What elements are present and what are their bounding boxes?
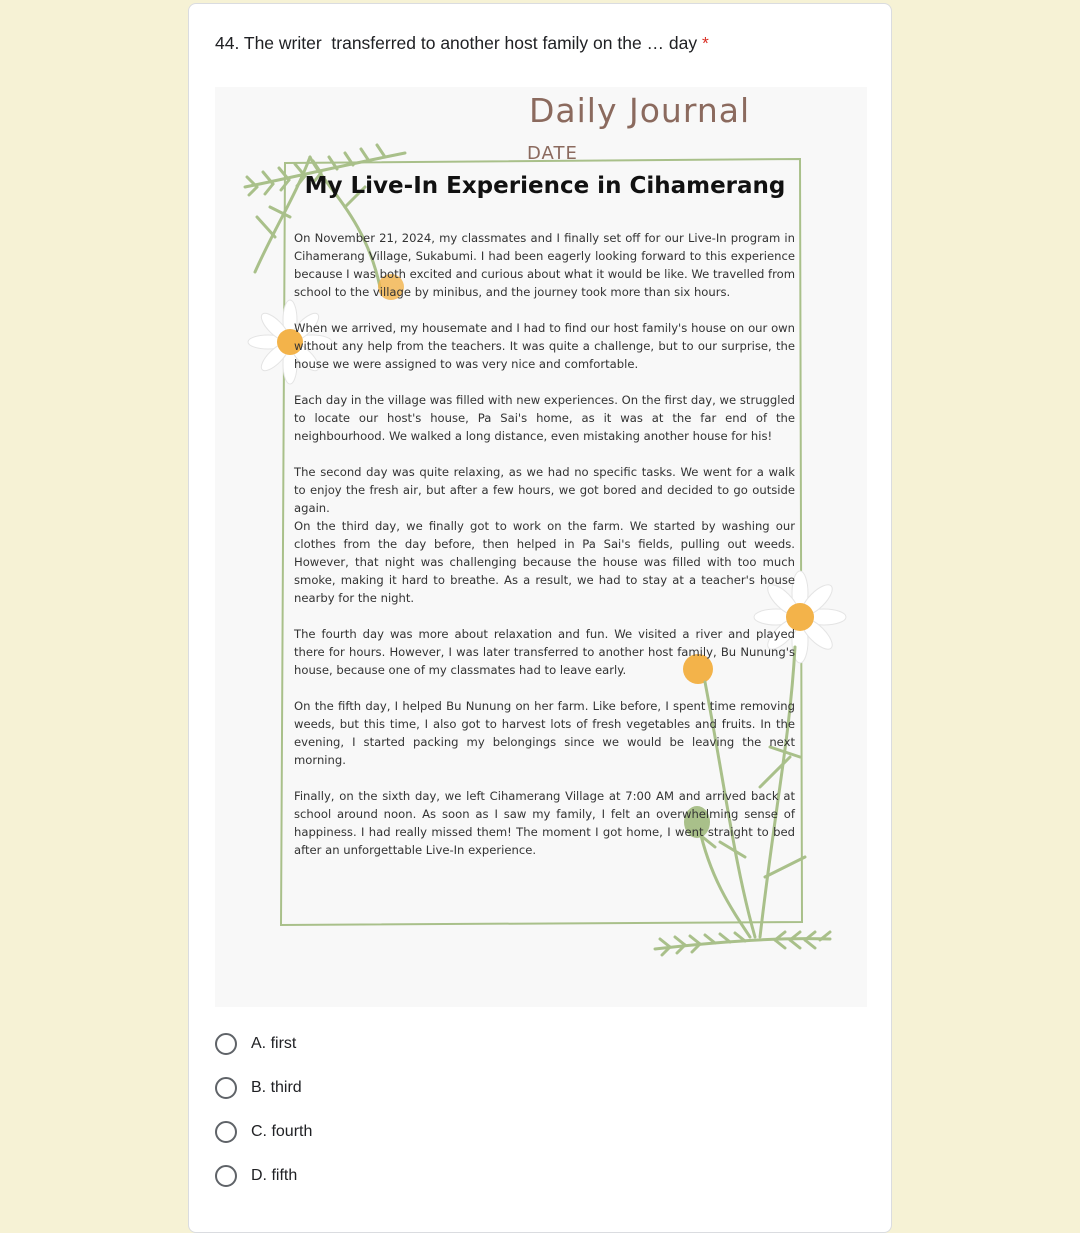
journal-image [215,87,867,1007]
journal-paragraph: On the fifth day, I helped Bu Nunung on her farm. Like before, I spent time removing weeds, but this time, I also got to harvest lots of fresh vegetables and fruits. In the evening, I started packing my belongings since we would be leaving the next morning. [294,699,795,767]
option-b[interactable] [215,1066,312,1110]
radio-button-icon[interactable] [215,1121,237,1143]
journal-paragraph: The second day was quite relaxing, as we had no specific tasks. We went for a walk to enjoy the fresh air, but after a few hours, we got bored and decided to go outside again. [294,465,795,515]
option-label: A. first [251,1035,297,1052]
radio-button-icon[interactable] [215,1077,237,1099]
option-d[interactable] [215,1154,312,1198]
journal-body [294,229,795,877]
radio-button-icon[interactable] [215,1033,237,1055]
journal-date-label: DATE [527,143,578,164]
journal-title: My Live-In Experience in Cihamerang [304,173,786,199]
journal-paragraph: On the third day, we finally got to work on the farm. We started by washing our clothes from the day before, then helped in Pa Sai's fields, pulling out weeds. However, that night was challenging because the house was filled with too much smoke, making it hard to breathe. As a result, we had to stay at a teacher's house nearby for the night. [294,519,795,605]
journal-header: Daily Journal [529,91,751,130]
journal-paragraph: When we arrived, my housemate and I had to find our host family's house on our own without any help from the teachers. It was quite a challenge, but to our surprise, the house we were assigned to was very nice and comfortable. [294,321,795,371]
journal-paragraph: Each day in the village was filled with new experiences. On the first day, we struggled to locate our host's house, Pa Sai's home, as it was at the far end of the neighbourhood. We walked a long distance, even mistaking another house for his! [294,393,795,443]
question-card [188,3,892,1233]
required-asterisk: * [702,33,709,53]
journal-paragraph: On November 21, 2024, my classmates and I finally set off for our Live-In program in Cihamerang Village, Sukabumi. I had been eagerly looking forward to this experience because I was both excited and curious about what it would be like. We travelled from school to the village by minibus, and the journey took more than six hours. [294,231,795,299]
option-label: D. fifth [251,1167,298,1184]
answer-options [215,1022,312,1198]
option-c[interactable] [215,1110,312,1154]
option-label: C. fourth [251,1123,313,1140]
option-a[interactable] [215,1022,312,1066]
question-text [215,33,709,54]
option-label: B. third [251,1079,302,1096]
radio-button-icon[interactable] [215,1165,237,1187]
question-label: 44. The writer transferred to another host family on the … day [215,33,698,53]
journal-paragraph: The fourth day was more about relaxation and fun. We visited a river and played there for hours. However, I was later transferred to another host family, Bu Nunung's house, because one of my classmates had to leave early. [294,627,795,677]
journal-paragraph: Finally, on the sixth day, we left Cihamerang Village at 7:00 AM and arrived back at school around noon. As soon as I saw my family, I felt an overwhelming sense of happiness. I had really missed them! The moment I got home, I went straight to bed after an unforgettable Live-In experience. [294,789,795,857]
